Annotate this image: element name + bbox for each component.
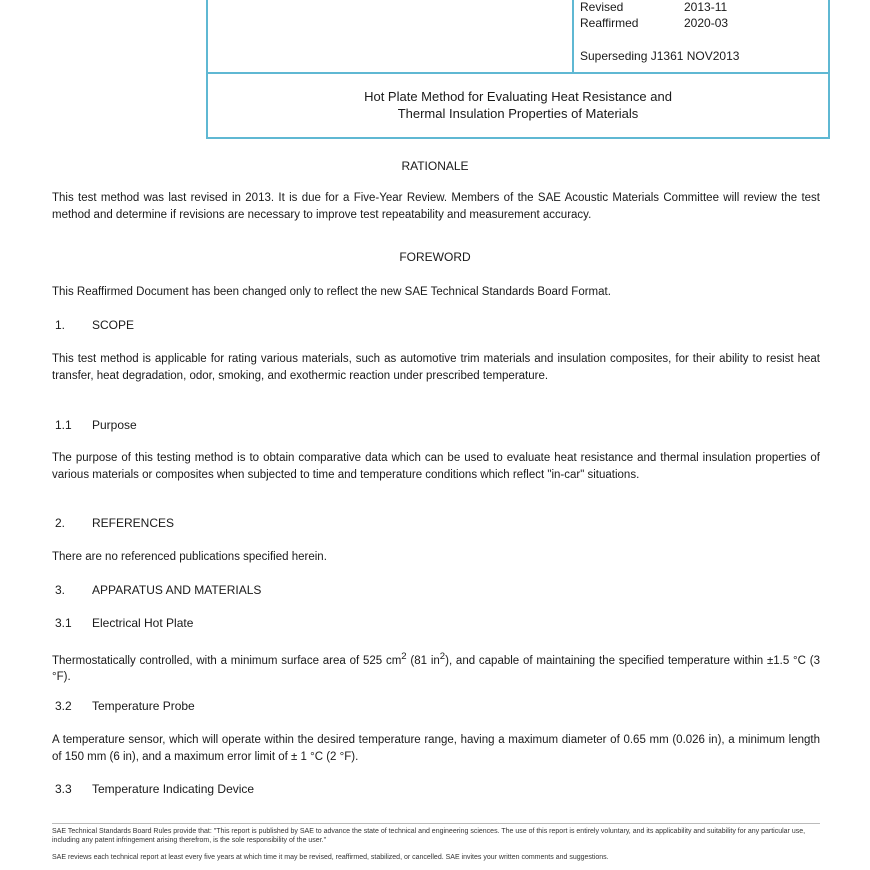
document-title-line-1: Hot Plate Method for Evaluating Heat Resistance and <box>364 89 672 104</box>
section-number: 3. <box>55 583 66 597</box>
document-title-line-2: Thermal Insulation Properties of Materials <box>397 106 639 121</box>
section-1-text: This test method is applicable for rating various materials, such as automotive trim materials and insulation composites, for their ability to resist heat transfer, heat degradation, odor, smoking, and exothermic reaction under prescribed temperature. <box>52 353 820 382</box>
section-2-text: There are no referenced publications specified herein. <box>52 551 327 563</box>
section-number: 1.1 <box>55 418 72 432</box>
section-3-2-text: A temperature sensor, which will operate within the desired temperature range, having a maximum diameter of 0.65 mm (0.026 in), a minimum length of 150 mm (6 in), and a maximum error limit of ± 1 °C (2 °F). <box>52 734 820 763</box>
superscript: 2 <box>439 651 446 662</box>
footer-notice-2: SAE reviews each technical report at least every five years at which time it may be revised, reaffirmed, stabilized, or cancelled. SAE invites your written comments and suggestions. <box>52 854 609 861</box>
superseding-note: Superseding J1361 NOV2013 <box>580 49 740 63</box>
section-title: Temperature Probe <box>92 699 195 713</box>
section-title: APPARATUS AND MATERIALS <box>92 583 262 597</box>
section-number: 3.1 <box>55 616 72 630</box>
section-number: 3.3 <box>55 782 72 796</box>
header-top-row <box>208 0 828 74</box>
superscript: 2 <box>401 651 407 662</box>
revised-row <box>580 0 727 14</box>
section-1-heading <box>55 318 134 332</box>
revised-label: Revised <box>580 0 624 14</box>
section-title: Purpose <box>92 418 137 432</box>
document-title <box>208 88 828 122</box>
rationale-heading: RATIONALE <box>401 159 469 173</box>
section-3-1-text-part-c: ), and capable of maintaining the specified temperature within ±1.5 °C (3 °F). <box>52 654 820 684</box>
foreword-heading: FOREWORD <box>399 250 471 264</box>
footer-notice-1: SAE Technical Standards Board Rules provide that: "This report is published by SAE to advance the state of technical and engineering sciences. The use of this report is entirely voluntary, and its applicability and suitability for any particular use, including any patent infringement arising therefrom, is the sole responsibility of the user." <box>52 828 806 844</box>
foreword-text: This Reaffirmed Document has been changed only to reflect the new SAE Technical Standards Board Format. <box>52 286 611 298</box>
section-number: 3.2 <box>55 699 72 713</box>
section-3-heading <box>55 583 261 597</box>
section-title: Temperature Indicating Device <box>92 782 255 796</box>
section-3-1-heading <box>55 616 193 630</box>
section-3-1-text <box>52 649 820 686</box>
section-1-1-heading <box>55 418 137 432</box>
section-3-2-heading <box>55 699 195 713</box>
header-right-cell <box>574 0 828 72</box>
section-title: REFERENCES <box>92 516 175 530</box>
document-header-box <box>206 0 830 139</box>
header-left-cell <box>208 0 574 72</box>
section-title: SCOPE <box>92 318 135 332</box>
section-number: 1. <box>55 318 66 332</box>
reaffirmed-value: 2020-03 <box>684 16 729 30</box>
section-3-1-text-part-a: Thermostatically controlled, with a minimum surface area of 525 cm <box>52 654 402 667</box>
footer-divider <box>52 823 820 824</box>
revised-value: 2013-11 <box>684 0 728 14</box>
section-3-1-text-part-b: (81 in <box>406 654 440 667</box>
reaffirmed-row <box>580 16 728 30</box>
section-title: Electrical Hot Plate <box>92 616 194 630</box>
section-2-heading <box>55 516 174 530</box>
section-number: 2. <box>55 516 66 530</box>
section-1-1-text: The purpose of this testing method is to obtain comparative data which can be used to evaluate heat resistance and thermal insulation properties of various materials or composites when subjected to time and temperature conditions which reflect "in-car" situations. <box>52 452 820 481</box>
rationale-text: This test method was last revised in 2013. It is due for a Five-Year Review. Members of the SAE Acoustic Materials Committee will review the test method and determine if revisions are necessary to improve test repeatability and measurement accuracy. <box>52 192 820 221</box>
reaffirmed-label: Reaffirmed <box>580 16 639 30</box>
section-3-3-heading <box>55 782 254 796</box>
